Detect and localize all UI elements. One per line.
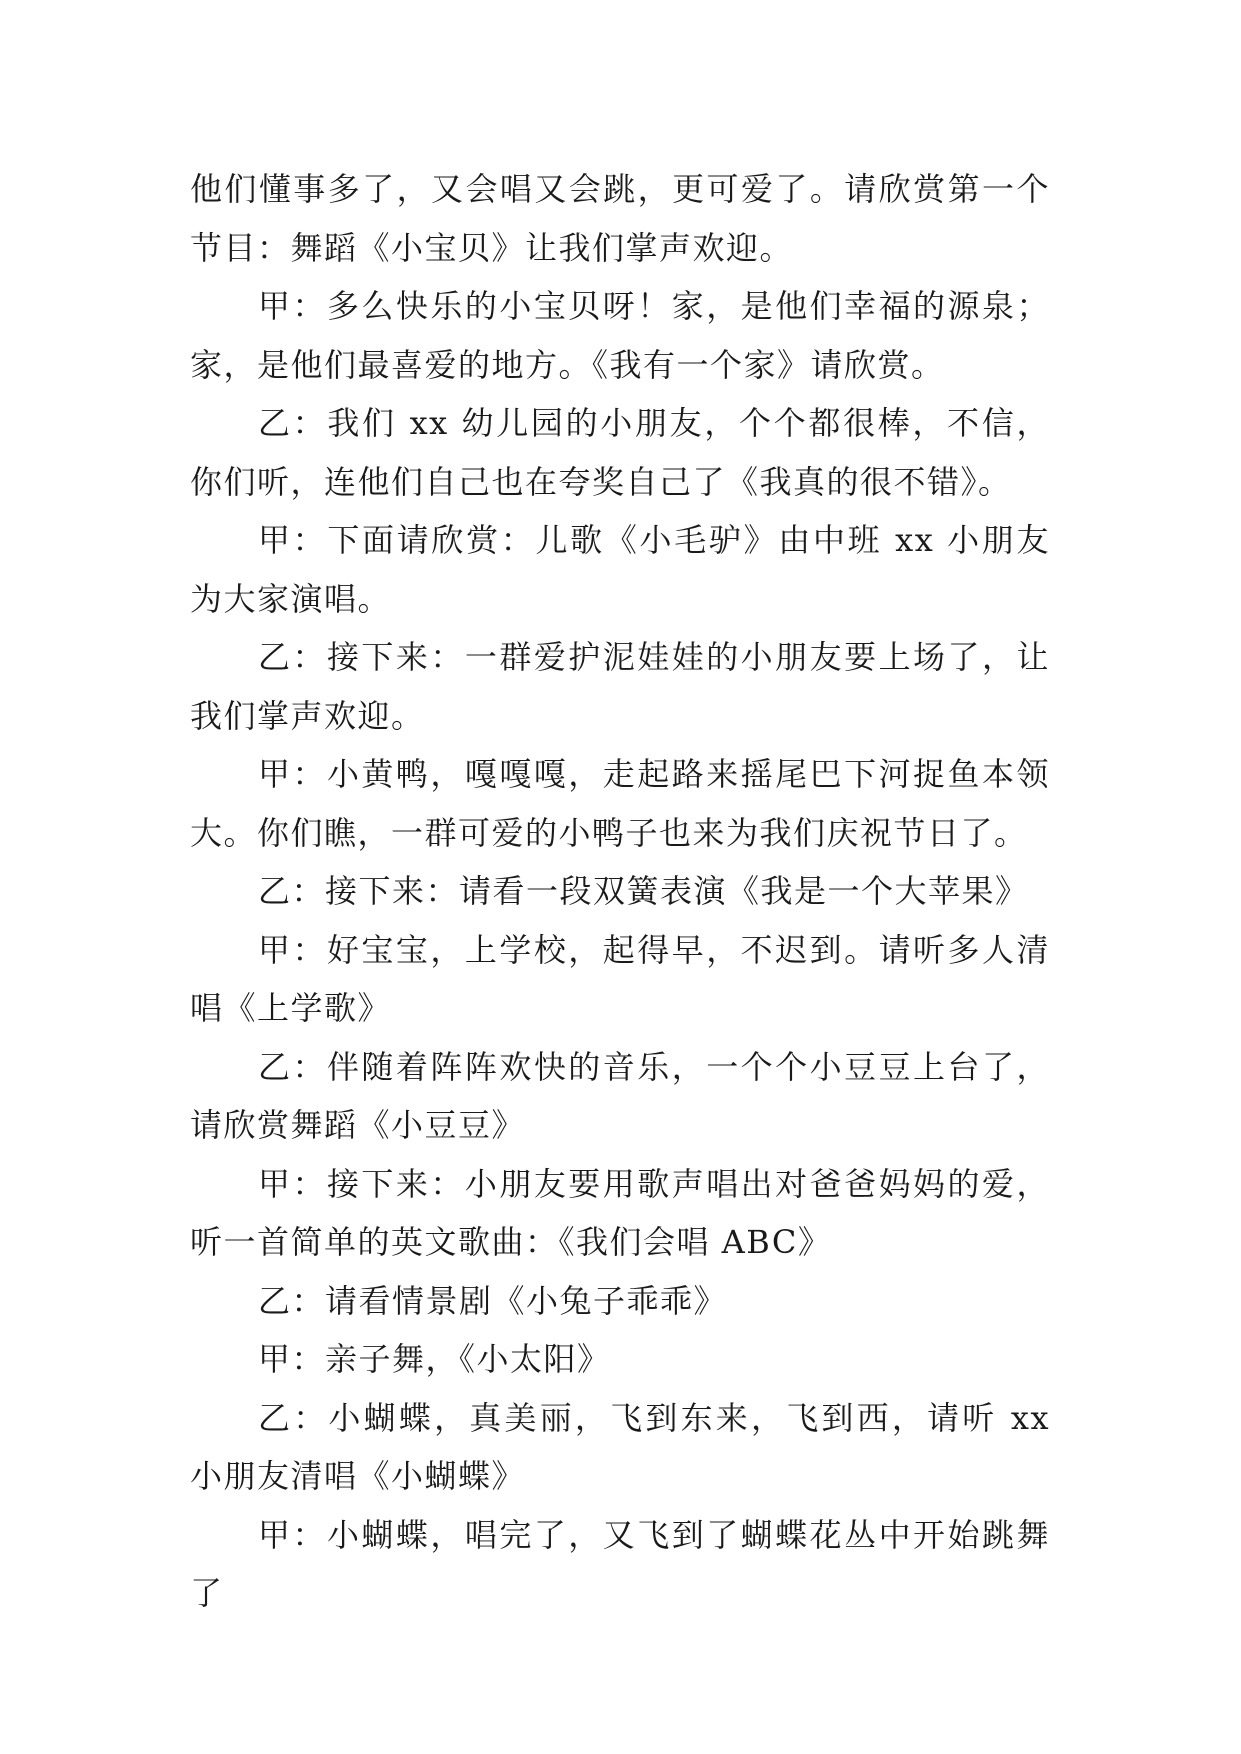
paragraph-yi-4: 乙：伴随着阵阵欢快的音乐，一个个小豆豆上台了，请欣赏舞蹈《小豆豆》: [190, 1047, 1050, 1144]
paragraph-yi-2: 乙：接下来：一群爱护泥娃娃的小朋友要上场了，让我们掌声欢迎。: [190, 638, 1050, 735]
paragraph-jia-5: 甲：接下来：小朋友要用歌声唱出对爸爸妈妈的爱，听一首简单的英文歌曲：《我们会唱 ABC》: [190, 1164, 1050, 1261]
paragraph-jia-4: 甲：好宝宝，上学校，起得早，不迟到。请听多人清唱《上学歌》: [190, 930, 1050, 1027]
paragraph-yi-6: 乙：小蝴蝶，真美丽，飞到东来，飞到西，请听 xx 小朋友清唱《小蝴蝶》: [190, 1398, 1050, 1495]
paragraph-jia-2: 甲：下面请欣赏：儿歌《小毛驴》由中班 xx 小朋友为大家演唱。: [190, 521, 1050, 618]
paragraph-yi-1: 乙：我们 xx 幼儿园的小朋友，个个都很棒，不信，你们听，连他们自己也在夸奖自己了《我真的很不错》。: [190, 404, 1050, 501]
paragraph-jia-6: 甲：亲子舞，《小太阳》: [258, 1340, 611, 1378]
paragraph-yi-5: 乙：请看情景剧《小兔子乖乖》: [258, 1281, 728, 1320]
paragraph-yi-3: 乙：接下来：请看一段双簧表演《我是一个大苹果》: [258, 872, 1029, 910]
paragraph-continuation: 他们懂事多了，又会唱又会跳，更可爱了。请欣赏第一个节目：舞蹈《小宝贝》让我们掌声欢迎。: [190, 170, 1050, 267]
document-body: [190, 160, 1050, 1623]
paragraph-jia-3: 甲：小黄鸭，嘎嘎嘎，走起路来摇尾巴下河捉鱼本领大。你们瞧，一群可爱的小鸭子也来为我们庆祝节日了。: [190, 755, 1050, 852]
paragraph-jia-1: 甲：多么快乐的小宝贝呀！家，是他们幸福的源泉；家，是他们最喜爱的地方。《我有一个家》请欣赏。: [190, 287, 1050, 384]
paragraph-jia-7: 甲：小蝴蝶，唱完了，又飞到了蝴蝶花丛中开始跳舞了: [190, 1515, 1050, 1612]
